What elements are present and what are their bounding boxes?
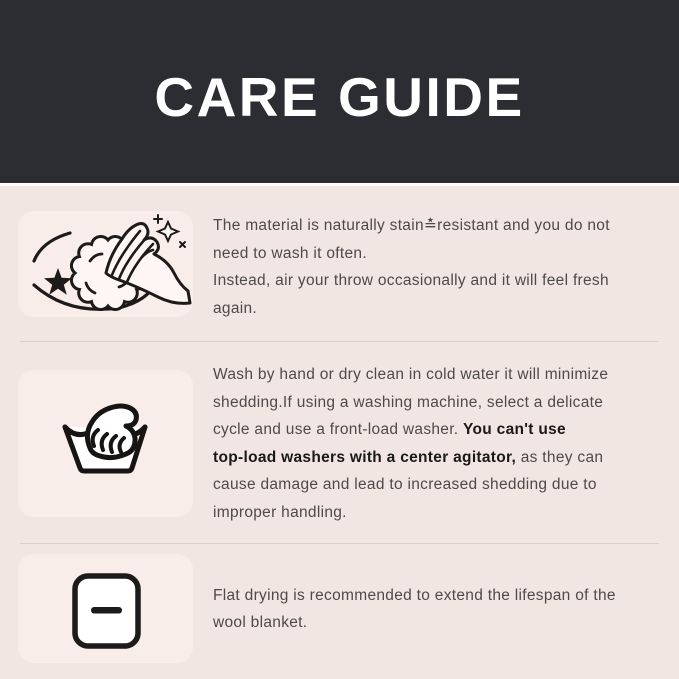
care-guide-body [0, 186, 679, 663]
flat-dry-icon [18, 554, 193, 663]
icon-tile [18, 211, 193, 317]
care-row-flat-dry [18, 554, 665, 663]
care-note-flat-dry: Flat drying is recommended to extend the lifespan of the wool blanket. [213, 586, 616, 631]
stain-resistant-wool-icon [18, 211, 193, 317]
icon-tile [18, 370, 193, 517]
page-title: CARE GUIDE [154, 65, 525, 128]
care-row-hand-wash [18, 360, 665, 526]
care-row-stain-resistant [18, 211, 665, 322]
icon-tile [18, 554, 193, 663]
divider [20, 341, 659, 342]
care-note-stain-resistant: The material is naturally stain≛resistant and you do not need to wash it often. Instead, air your throw occasionally and it will feel fresh again. [213, 217, 610, 317]
header-banner [0, 0, 679, 186]
care-note-hand-wash: Wash by hand or dry clean in cold water it will minimize shedding.If using a washing machine, select a delicate cycle and use a front-load washer. You can't use top-load washers with a center agitator, as they can cause damage and lead to increased shedding due to improper handling. [213, 366, 609, 521]
hand-wash-icon [18, 370, 193, 517]
divider [20, 543, 659, 544]
